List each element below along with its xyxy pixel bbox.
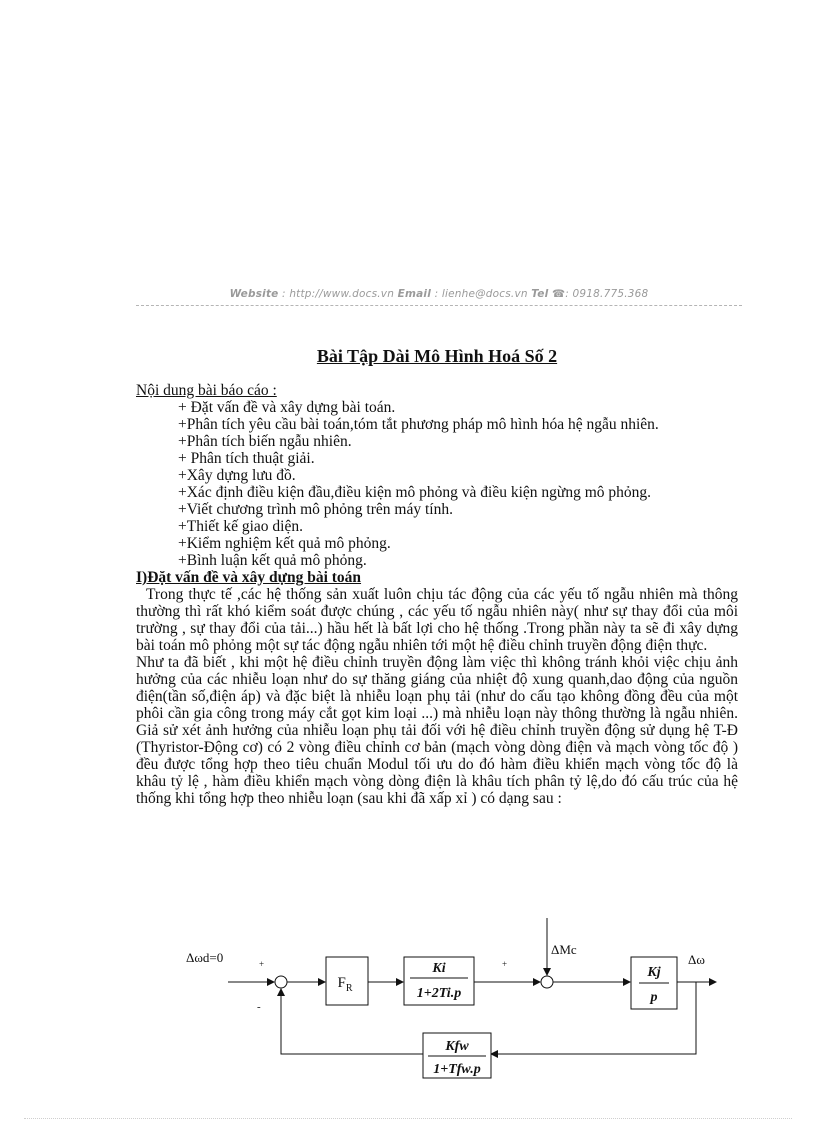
contents-item: + Đặt vấn đề và xây dựng bài toán. (178, 399, 396, 416)
footer-divider (24, 1118, 792, 1119)
website-url[interactable]: : http://www.docs.vn (282, 288, 395, 300)
contents-item: + Phân tích thuật giải. (178, 450, 315, 467)
output-label: Δω (688, 952, 705, 967)
contents-item: +Xác định điều kiện đầu,điều kiện mô phỏng và điều kiện ngừng mô phỏng. (178, 484, 652, 501)
block-fr-label: $F_R$ (337, 975, 353, 994)
tel-label: Tel (531, 288, 549, 300)
email-value[interactable]: : lienhe@docs.vn (434, 288, 528, 300)
block-fr (326, 957, 368, 1005)
section-heading: I)Đặt vấn đề và xây dựng bài toán (136, 569, 362, 586)
email-label: Email (397, 288, 432, 300)
block-feedback-denominator: 1+Tfw.p (433, 1062, 481, 1077)
block-integrator-numerator: Kj (647, 965, 661, 980)
block-current-numerator: Ki (432, 961, 446, 976)
block-feedback-numerator: Kfw (445, 1039, 469, 1054)
minus-sign: - (257, 1001, 261, 1013)
document-body (136, 382, 738, 807)
document-title: Bài Tập Dài Mô Hình Hoá Số 2 (316, 346, 558, 366)
page-header (136, 288, 742, 300)
disturbance-label: ΔMc (551, 942, 577, 957)
tel-value: ☎: 0918.775.368 (551, 288, 649, 300)
contents-item: +Phân tích yêu cầu bài toán,tóm tắt phương pháp mô hình hóa hệ ngẫu nhiên. (178, 416, 659, 433)
plus-sign: + (259, 959, 265, 969)
paragraph: Trong thực tế ,các hệ thống sản xuất luôn chịu tác động của các yếu tố ngẫu nhiên mà thông thường thì rất khó kiểm soát được chúng , các yếu tố ngẫu nhiên này( như sự thay đổi của môi trường , sự thay đổi của tải...) hầu hết là bất lợi cho hệ thống .Trong phần này ta sẽ đi xây dựng bài toán mô phỏng một sự tác động ngẫu nhiên tới một hệ điều chỉnh truyền động điện thực. (136, 586, 738, 654)
contents-heading: Nội dung bài báo cáo : (136, 382, 277, 399)
contents-item: +Bình luận kết quả mô phỏng. (178, 552, 367, 569)
block-diagram (170, 905, 730, 1095)
header-divider (136, 305, 742, 306)
contents-item: +Viết chương trình mô phỏng trên máy tính. (178, 501, 453, 518)
input-label: Δωd=0 (186, 950, 224, 965)
plus-sign: + (502, 959, 508, 969)
summing-junction (275, 976, 287, 988)
website-label: Website (229, 288, 279, 300)
paragraph: Như ta đã biết , khi một hệ điều chỉnh truyền động làm việc thì không tránh khỏi việc chịu ảnh hưởng của các nhiễu loạn như do sự thăng giáng của nhiệt độ xung quanh,dao động của nguồn điện(tần số,điện áp) và đặc biệt là nhiễu loạn phụ tải (như do cấu tạo không đồng đều của một phôi cần gia công trong máy cắt gọt kim loại ...) mà nhiễu loạn này thông thường là ngẫu nhiên. Giả sử xét ảnh hưởng của nhiễu loạn phụ tải đối với hệ điều chỉnh truyền động sử dụng hệ T-Đ (Thyristor-Động cơ) có 2 vòng điều chỉnh cơ bản (mạch vòng dòng điện và mạch vòng tốc độ ) đều được tổng hợp theo tiêu chuẩn Modul tối ưu do đó hàm điều khiển mạch vòng tốc độ là khâu tỷ lệ , hàm điều khiển mạch vòng dòng điện là khâu tích phân tỷ lệ,do đó cấu trúc của hệ thống khi tổng hợp theo nhiễu loạn (sau khi đã xấp xỉ ) có dạng sau : (136, 654, 738, 807)
summing-junction (541, 976, 553, 988)
contents-item: +Xây dựng lưu đồ. (178, 467, 296, 484)
contents-item: +Phân tích biến ngẫu nhiên. (178, 433, 352, 450)
block-current-denominator: 1+2Ti.p (416, 986, 462, 1001)
block-integrator-denominator: p (650, 990, 658, 1005)
contents-item: +Kiểm nghiệm kết quả mô phỏng. (178, 535, 391, 552)
contents-item: +Thiết kế giao diện. (178, 518, 303, 535)
